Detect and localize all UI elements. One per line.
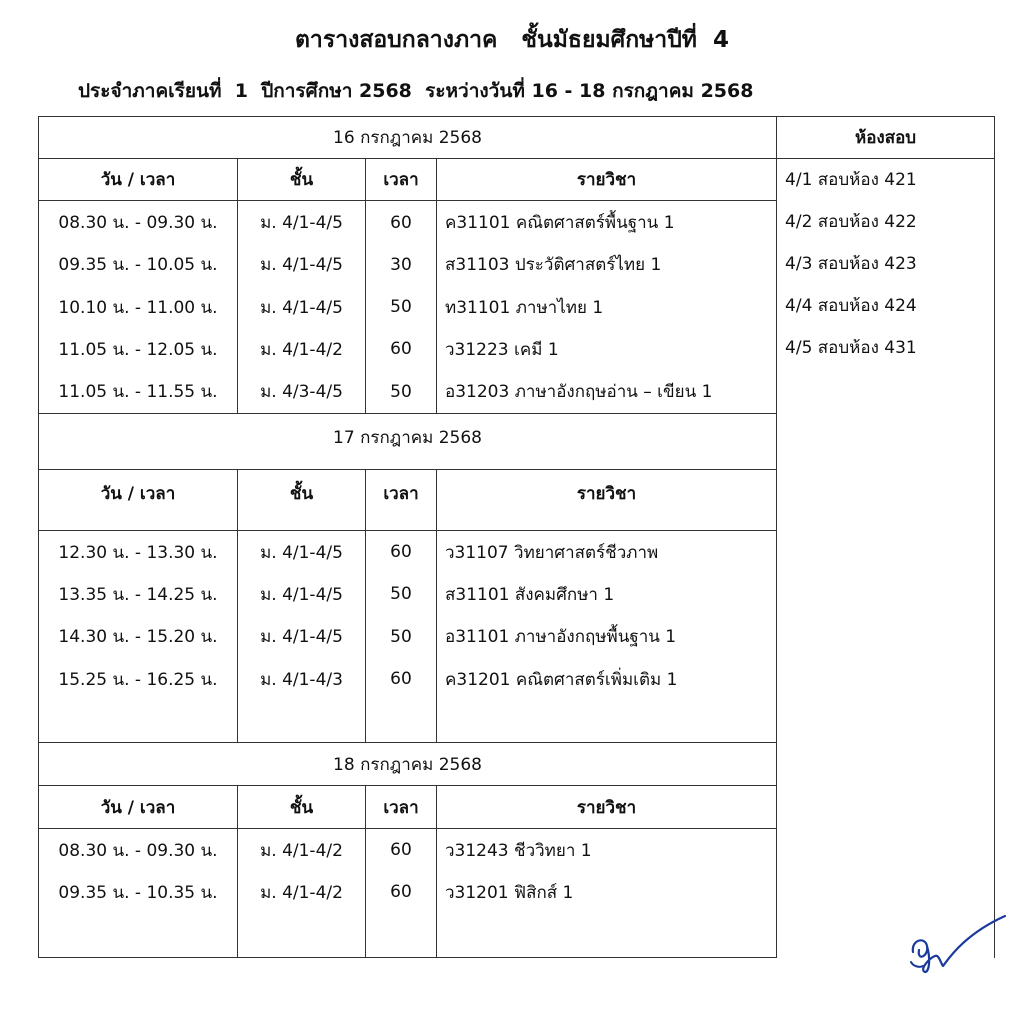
exam-grade: ม. 4/1-4/3 bbox=[238, 658, 366, 700]
document-subtitle: ประจำภาคเรียนที่ 1 ปีการศึกษา 2568 ระหว่างวันที่ 16 - 18 กรกฎาคม 2568 bbox=[78, 80, 754, 102]
exam-subject: ส31101 สังคมศึกษา 1 bbox=[437, 573, 777, 615]
exam-minutes: 50 bbox=[366, 370, 437, 413]
exam-time: 08.30 น. - 09.30 น. bbox=[39, 829, 238, 871]
room-header: ห้องสอบ bbox=[777, 117, 995, 159]
exam-subject: ค31201 คณิตศาสตร์เพิ่มเติม 1 bbox=[437, 658, 777, 700]
room-item: 4/5 สอบห้อง 431 bbox=[785, 338, 917, 359]
room-item: 4/3 สอบห้อง 423 bbox=[785, 254, 917, 275]
exam-subject: ว31201 ฟิสิกส์ 1 bbox=[437, 871, 777, 913]
column-header-grade: ชั้น bbox=[238, 470, 366, 531]
exam-minutes: 50 bbox=[366, 573, 437, 615]
exam-time: 09.35 น. - 10.05 น. bbox=[39, 244, 238, 286]
exam-subject: ท31101 ภาษาไทย 1 bbox=[437, 286, 777, 328]
room-list bbox=[777, 159, 995, 958]
exam-time: 13.35 น. - 14.25 น. bbox=[39, 573, 238, 615]
exam-minutes: 60 bbox=[366, 328, 437, 370]
column-header-time: วัน / เวลา bbox=[39, 786, 238, 829]
exam-minutes: 60 bbox=[366, 658, 437, 700]
exam-subject: ส31103 ประวัติศาสตร์ไทย 1 bbox=[437, 244, 777, 286]
exam-grade: ม. 4/1-4/5 bbox=[238, 286, 366, 328]
day-date: 16 กรกฎาคม 2568 bbox=[39, 117, 777, 159]
signature-mark bbox=[905, 910, 1015, 982]
exam-schedule-table bbox=[38, 116, 995, 958]
exam-time: 15.25 น. - 16.25 น. bbox=[39, 658, 238, 700]
exam-minutes: 60 bbox=[366, 829, 437, 871]
column-header-minutes: เวลา bbox=[366, 470, 437, 531]
column-header-minutes: เวลา bbox=[366, 159, 437, 201]
exam-minutes: 50 bbox=[366, 286, 437, 328]
exam-minutes: 60 bbox=[366, 531, 437, 573]
exam-grade: ม. 4/1-4/5 bbox=[238, 531, 366, 573]
exam-grade: ม. 4/3-4/5 bbox=[238, 370, 366, 413]
exam-subject: ว31223 เคมี 1 bbox=[437, 328, 777, 370]
exam-subject: ว31243 ชีววิทยา 1 bbox=[437, 829, 777, 871]
day-date: 17 กรกฎาคม 2568 bbox=[39, 413, 777, 469]
exam-minutes: 60 bbox=[366, 201, 437, 244]
exam-grade: ม. 4/1-4/2 bbox=[238, 328, 366, 370]
column-header-grade: ชั้น bbox=[238, 786, 366, 829]
column-header-subject: รายวิชา bbox=[437, 470, 777, 531]
exam-minutes: 60 bbox=[366, 871, 437, 913]
exam-time: 11.05 น. - 11.55 น. bbox=[39, 370, 238, 413]
exam-time: 14.30 น. - 15.20 น. bbox=[39, 615, 238, 658]
exam-time: 09.35 น. - 10.35 น. bbox=[39, 871, 238, 913]
exam-subject: อ31203 ภาษาอังกฤษอ่าน – เขียน 1 bbox=[437, 370, 777, 413]
exam-grade: ม. 4/1-4/2 bbox=[238, 829, 366, 871]
exam-grade: ม. 4/1-4/5 bbox=[238, 201, 366, 244]
exam-time: 10.10 น. - 11.00 น. bbox=[39, 286, 238, 328]
room-item: 4/1 สอบห้อง 421 bbox=[785, 170, 917, 191]
column-header-subject: รายวิชา bbox=[437, 159, 777, 201]
exam-time: 12.30 น. - 13.30 น. bbox=[39, 531, 238, 573]
exam-minutes: 50 bbox=[366, 615, 437, 658]
exam-grade: ม. 4/1-4/2 bbox=[238, 871, 366, 913]
column-header-time: วัน / เวลา bbox=[39, 470, 238, 531]
column-header-time: วัน / เวลา bbox=[39, 159, 238, 201]
exam-grade: ม. 4/1-4/5 bbox=[238, 244, 366, 286]
column-header-subject: รายวิชา bbox=[437, 786, 777, 829]
column-header-grade: ชั้น bbox=[238, 159, 366, 201]
exam-time: 08.30 น. - 09.30 น. bbox=[39, 201, 238, 244]
exam-subject: อ31101 ภาษาอังกฤษพื้นฐาน 1 bbox=[437, 615, 777, 658]
exam-minutes: 30 bbox=[366, 244, 437, 286]
exam-subject: ว31107 วิทยาศาสตร์ชีวภาพ bbox=[437, 531, 777, 573]
exam-grade: ม. 4/1-4/5 bbox=[238, 573, 366, 615]
document-title: ตารางสอบกลางภาค ชั้นมัธยมศึกษาปีที่ 4 bbox=[294, 27, 729, 53]
day-date: 18 กรกฎาคม 2568 bbox=[39, 743, 777, 786]
room-item: 4/4 สอบห้อง 424 bbox=[785, 296, 917, 317]
exam-subject: ค31101 คณิตศาสตร์พื้นฐาน 1 bbox=[437, 201, 777, 244]
exam-time: 11.05 น. - 12.05 น. bbox=[39, 328, 238, 370]
exam-grade: ม. 4/1-4/5 bbox=[238, 615, 366, 658]
room-item: 4/2 สอบห้อง 422 bbox=[785, 212, 917, 233]
column-header-minutes: เวลา bbox=[366, 786, 437, 829]
